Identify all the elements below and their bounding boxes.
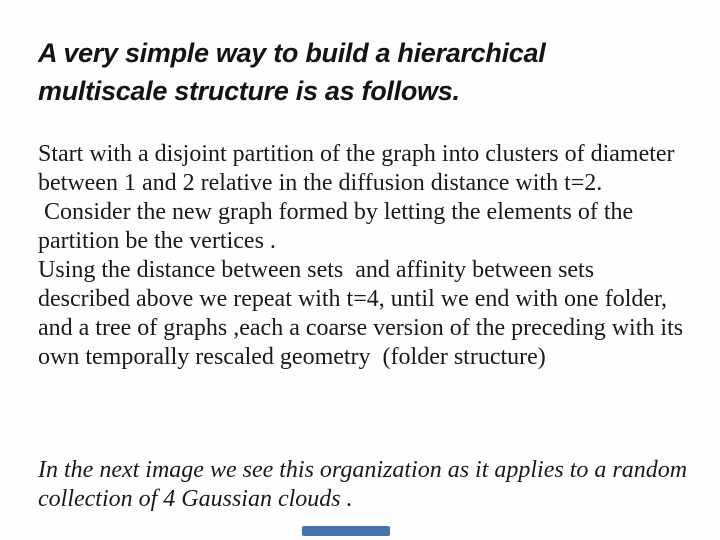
title-line: A very simple way to build a hierarchical (38, 38, 546, 68)
slide-title (38, 34, 678, 110)
body-line: Consider the new graph formed by letting the elements of the (38, 199, 634, 225)
bottom-blue-bar (302, 526, 390, 536)
body-line: Using the distance between sets and affinity between sets (38, 257, 595, 283)
body-line: own temporally rescaled geometry (folder structure) (38, 344, 546, 370)
body-line: and a tree of graphs ,each a coarse version of the preceding with its (38, 315, 684, 341)
body-line: Start with a disjoint partition of the graph into clusters of diameter (38, 141, 675, 167)
note-line: collection of 4 Gaussian clouds . (38, 486, 353, 512)
title-line: multiscale structure is as follows. (38, 76, 460, 106)
body-line: between 1 and 2 relative in the diffusion distance with t=2. (38, 170, 603, 196)
closing-note (38, 456, 703, 514)
body-line: described above we repeat with t=4, until we end with one folder, (38, 286, 668, 312)
body-paragraph (38, 140, 703, 372)
note-line: In the next image we see this organization as it applies to a random (38, 457, 688, 483)
body-line: partition be the vertices . (38, 228, 276, 254)
